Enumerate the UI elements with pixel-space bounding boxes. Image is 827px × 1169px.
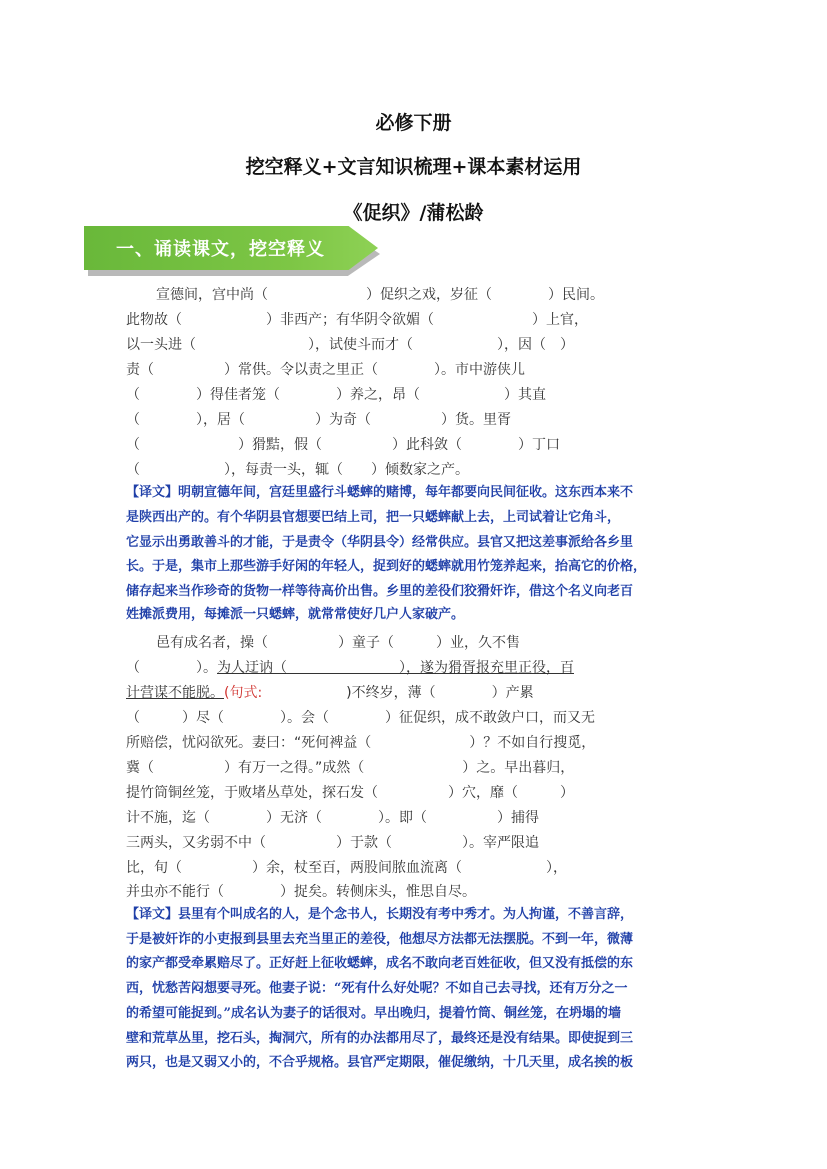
passage-line: （ ），每责一头，辄（ ）倾数家之产。 xyxy=(126,462,469,478)
translation-line: 于是被奸诈的小吏报到县里去充当里正的差役，他想尽方法都无法摆脱。不到一年，微薄 xyxy=(126,932,634,947)
passage-line: （ ）猾黠，假（ ）此科敛（ ）丁口 xyxy=(126,437,560,453)
underlined-sentence: 为人迂讷（ ） xyxy=(217,660,406,676)
passage-line: 以一头进（ ），试使斗而才（ ），因（ ） xyxy=(126,337,574,353)
translation-line: 它显示出勇敢善斗的才能，于是责令（华阴县令）经常供应。县官又把这差事派给各乡里 xyxy=(126,535,634,550)
translation-line: 姓摊派费用，每摊派一只蟋蟀，就常常使好几户人家破产。 xyxy=(126,607,465,622)
section-banner xyxy=(84,226,384,274)
translation-line: 长。于是，集市上那些游手好闲的年轻人，捉到好的蟋蟀就用竹笼养起来，抬高它的价格， xyxy=(126,559,647,574)
translation-line: 是陕西出产的。有个华阴县官想要巴结上司，把一只蟋蟀献上去，上司试着让它角斗， xyxy=(126,510,621,525)
passage-line: 此物故（ ）非西产；有华阴令欲媚（ ）上官， xyxy=(126,312,588,328)
passage-line xyxy=(126,681,706,705)
passage-segment: )不终岁，薄（ ）产累 xyxy=(262,685,534,701)
book-volume-title: 必修下册 xyxy=(375,112,452,134)
lesson-title: 《促织》/蒲松龄 xyxy=(343,202,484,224)
passage-line: 三两头，又劣弱不中（ ）于款（ ）。宰严限追 xyxy=(126,835,539,851)
underlined-sentence-continued: ，遂为猾胥报充里正役，百 xyxy=(406,660,574,676)
passage-line: （ ）得佳者笼（ ）养之，昂（ ）其直 xyxy=(126,387,546,403)
passage-line: 比，旬（ ）余，杖至百，两股间脓血流离（ ）， xyxy=(126,860,567,876)
passage-line: 宣德间，宫中尚（ ）促织之戏，岁征（ ）民间。 xyxy=(156,287,604,303)
passage-line xyxy=(126,656,706,680)
passage-line: 责（ ）常供。令以责之里正（ ）。市中游侠儿 xyxy=(126,362,525,378)
translation-line: 【译文】明朝宣德年间，宫廷里盛行斗蟋蟀的赌博，每年都要向民间征收。这东西本来不 xyxy=(126,485,634,500)
translation-line: 西，忧愁苦闷想要寻死。他妻子说：“死有什么好处呢？不如自己去寻找，还有万分之一 xyxy=(126,981,628,996)
passage-line: （ ），居（ ）为奇（ ）货。里胥 xyxy=(126,412,511,428)
passage-line: （ ）尽（ ）。会（ ）征促织，成不敢敛户口，而又无 xyxy=(126,710,595,726)
translation-line: 【译文】县里有个叫成名的人，是个念书人，长期没有考中秀才。为人拘谨，不善言辞， xyxy=(126,907,634,922)
passage-line: 邑有成名者，操（ ）童子（ ）业，久不售 xyxy=(156,635,520,651)
document-subtitle: 挖空释义+文言知识梳理+课本素材运用 xyxy=(245,156,582,178)
translation-line: 的家产都受牵累赔尽了。正好赶上征收蟋蟀，成名不敢向老百姓征收，但又没有抵偿的东 xyxy=(126,956,634,971)
translation-line: 的希望可能捉到。”成名认为妻子的话很对。早出晚归，提着竹筒、铜丝笼，在坍塌的墙 xyxy=(126,1006,621,1021)
translation-line: 储存起来当作珍奇的货物一样等待高价出售。乡里的差役们狡猾奸诈，借这个名义向老百 xyxy=(126,584,634,599)
translation-line: 两只，也是又弱又小的，不合乎规格。县官严定期限，催促缴纳，十几天里，成名挨的板 xyxy=(126,1055,634,1070)
passage-line: 并虫亦不能行（ ）捉矣。转侧床头，惟思自尽。 xyxy=(126,884,476,900)
translation-line: 壁和荒草丛里，挖石头，掏洞穴，所有的办法都用尽了，最终还是没有结果。即使捉到三 xyxy=(126,1031,634,1046)
section-title: 一、诵读课文，挖空释义 xyxy=(116,239,325,260)
sentence-pattern-label: (句式: xyxy=(224,685,263,701)
passage-line: 提竹筒铜丝笼，于败堵丛草处，探石发（ ）穴，靡（ ） xyxy=(126,785,574,801)
passage-segment: （ ）。 xyxy=(126,660,217,676)
underlined-sentence-end: 计营谋不能脱。 xyxy=(126,685,224,701)
passage-line: 所赔偿，忧闷欲死。妻曰：“死何裨益（ ）？不如自行搜觅， xyxy=(126,735,596,751)
passage-line: 冀（ ）有万一之得。”成然（ ）之。早出暮归， xyxy=(126,760,575,776)
passage-line: 计不施，迄（ ）无济（ ）。即（ ）捕得 xyxy=(126,810,539,826)
